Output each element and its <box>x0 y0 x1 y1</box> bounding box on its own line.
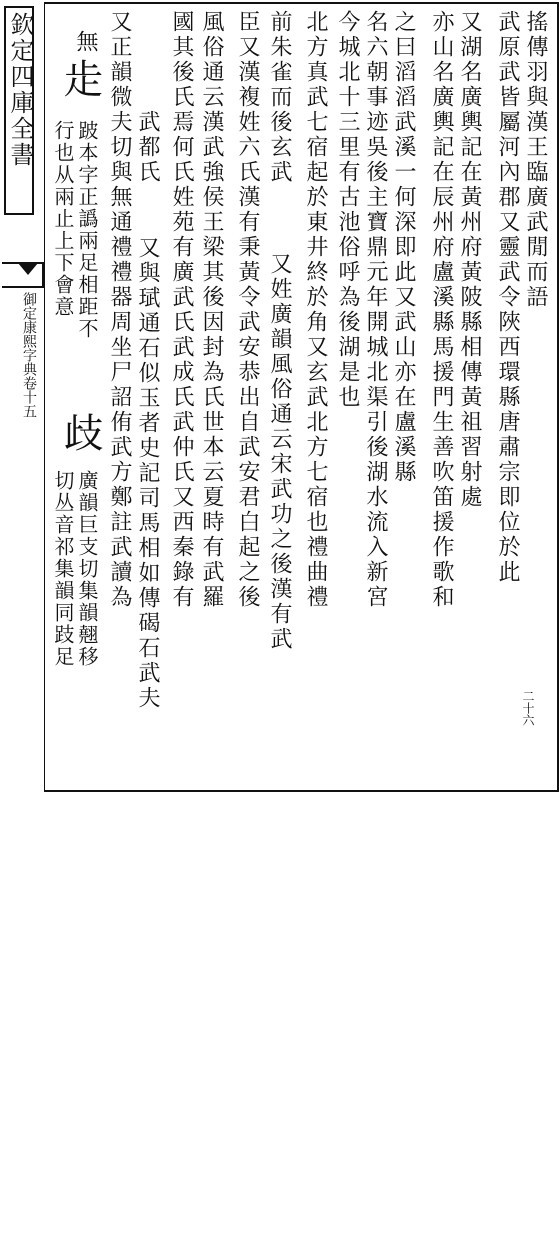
text-column-1: 搖傳羽與漢王臨廣武閒而語 <box>523 10 548 310</box>
page-number: 二十六 <box>521 690 535 726</box>
text-column-10: 又姓廣韻風俗通云宋武功之後漢有武 <box>267 252 292 652</box>
text-column-8: 北方真武七宿起於東井終於角又玄武北方七宿也禮曲禮 <box>303 10 328 610</box>
text-column-20: 廣韻巨支切集韻翹移 <box>75 470 99 668</box>
text-column-17: 無 <box>73 30 98 55</box>
fishtail-mark-icon <box>2 262 44 288</box>
text-column-12: 風俗通云漢武強侯王梁其後因封為氏世本云夏時有武羅 <box>199 10 224 610</box>
text-column-18: 跛本字正譌兩足相距不 <box>75 120 99 340</box>
text-column-14: 武都氏 <box>135 110 160 185</box>
entry-character-2: 歧 <box>57 412 103 455</box>
text-column-19: 行也从兩止上下會意 <box>51 120 75 318</box>
text-column-4: 亦山名廣輿記在辰州府盧溪縣馬援門生善吹笛援作歌和 <box>429 10 454 610</box>
edge-label: 御定康熙字典卷十五 <box>21 292 37 418</box>
text-column-7: 今城北十三里有古池俗呼為後湖是也 <box>335 10 360 410</box>
entry-character-1: 歨 <box>57 58 103 101</box>
text-column-21: 切丛音祁集韻同跂足 <box>51 470 75 668</box>
text-column-6: 名六朝事迹吳後主寶鼎元年開城北渠引後湖水流入新宮 <box>363 10 388 610</box>
text-column-11: 臣又漢複姓六氏漢有秉黃令武安恭出自武安君白起之後 <box>235 10 260 610</box>
book-title-box <box>4 6 34 215</box>
text-column-13: 國其後氏焉何氏姓苑有廣武氏武成氏武仲氏又西秦錄有 <box>169 10 194 610</box>
text-column-3: 又湖名廣輿記在黃州府黃陂縣相傳黃祖習射處 <box>457 10 482 510</box>
text-column-5: 之曰滔滔武溪一何深即此又武山亦在盧溪縣 <box>391 10 416 485</box>
text-column-15: 又與珷通石似玉者史記司馬相如傳碣石武夫 <box>135 236 160 711</box>
book-title: 欽定四庫全書 <box>6 12 34 168</box>
text-column-2: 武原武皆屬河內郡又靈武令陜西環縣唐肅宗即位於此 <box>495 10 520 585</box>
text-column-9: 前朱雀而後玄武 <box>267 10 292 185</box>
text-column-16: 又正韻微夫切與無通禮禮器周坐尸詔侑武方鄭註武讀為 <box>107 10 132 610</box>
